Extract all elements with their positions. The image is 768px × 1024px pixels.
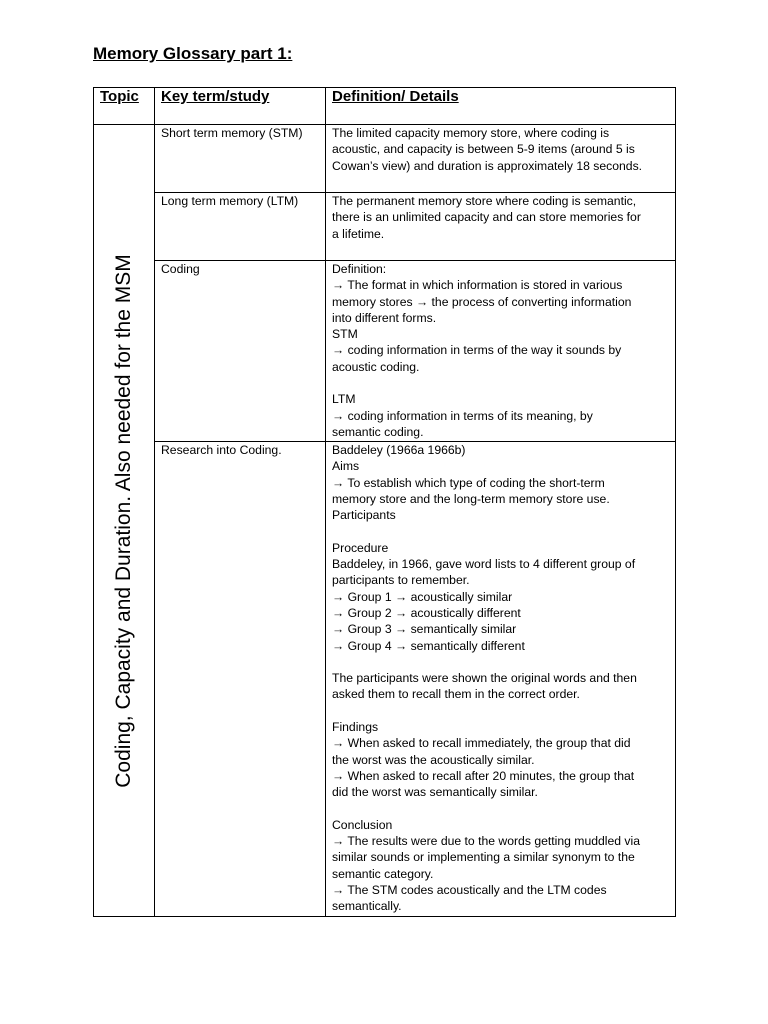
definition-line: participants to remember. bbox=[332, 573, 470, 588]
definition-line: → Group 2 → acoustically different bbox=[332, 605, 521, 620]
blank-line bbox=[332, 654, 669, 670]
definition-stm bbox=[326, 125, 676, 193]
definition-line: Cowan’s view) and duration is approximately 18 seconds. bbox=[332, 158, 643, 173]
definition-line: Aims bbox=[332, 459, 360, 474]
definition-line: semantically. bbox=[332, 899, 402, 914]
definition-line: memory store and the long-term memory store use. bbox=[332, 491, 610, 506]
definition-line: → To establish which type of coding the short-term bbox=[332, 475, 605, 490]
topic-cell bbox=[94, 125, 155, 917]
header-topic: Topic bbox=[94, 88, 155, 125]
definition-line: → The STM codes acoustically and the LTM codes bbox=[332, 883, 607, 898]
definition-line: → The results were due to the words getting muddled via bbox=[332, 834, 641, 849]
table-row bbox=[94, 261, 676, 442]
definition-line: → Group 4 → semantically different bbox=[332, 638, 525, 653]
key-term-ltm: Long term memory (LTM) bbox=[155, 193, 326, 261]
definition-line: STM bbox=[332, 327, 358, 342]
definition-ltm bbox=[326, 193, 676, 261]
glossary-table bbox=[93, 87, 676, 917]
definition-line: asked them to recall them in the correct order. bbox=[332, 687, 580, 702]
definition-research-coding bbox=[326, 442, 676, 917]
key-term-coding: Coding bbox=[155, 261, 326, 442]
blank-line bbox=[332, 801, 669, 817]
definition-line: The permanent memory store where coding is semantic, bbox=[332, 194, 637, 208]
header-definition: Definition/ Details bbox=[326, 88, 676, 125]
table-row bbox=[94, 193, 676, 261]
blank-line bbox=[332, 375, 669, 391]
definition-line: → When asked to recall after 20 minutes, the group that bbox=[332, 768, 635, 783]
definition-line: acoustic, and capacity is between 5-9 items (around 5 is bbox=[332, 142, 635, 157]
definition-line: semantic coding. bbox=[332, 424, 424, 439]
table-row bbox=[94, 125, 676, 193]
definition-line: Definition: bbox=[332, 262, 387, 276]
definition-line: a lifetime. bbox=[332, 226, 385, 241]
blank-line bbox=[332, 523, 669, 539]
definition-line: LTM bbox=[332, 392, 356, 407]
key-term-research-coding: Research into Coding. bbox=[155, 442, 326, 917]
table-row bbox=[94, 442, 676, 917]
definition-line: did the worst was semantically similar. bbox=[332, 785, 538, 800]
definition-line: The limited capacity memory store, where coding is bbox=[332, 126, 610, 140]
definition-line: → When asked to recall immediately, the group that did bbox=[332, 736, 631, 751]
definition-coding bbox=[326, 261, 676, 442]
definition-line: Procedure bbox=[332, 540, 389, 555]
blank-line bbox=[332, 703, 669, 719]
topic-label: Coding, Capacity and Duration. Also needed for the MSM bbox=[112, 253, 135, 788]
definition-line: Participants bbox=[332, 508, 396, 523]
definition-line: → coding information in terms of its meaning, by bbox=[332, 408, 593, 423]
definition-line: acoustic coding. bbox=[332, 359, 420, 374]
header-row bbox=[94, 88, 676, 125]
definition-line: Baddeley (1966a 1966b) bbox=[332, 443, 466, 457]
definition-line: → The format in which information is stored in various bbox=[332, 278, 623, 293]
definition-line: → coding information in terms of the way it sounds by bbox=[332, 343, 622, 358]
definition-line: Conclusion bbox=[332, 817, 393, 832]
key-term-stm: Short term memory (STM) bbox=[155, 125, 326, 193]
page-title: Memory Glossary part 1: bbox=[93, 44, 293, 63]
definition-line: → Group 3 → semantically similar bbox=[332, 622, 517, 637]
definition-line: semantic category. bbox=[332, 866, 434, 881]
definition-line: Findings bbox=[332, 720, 379, 735]
definition-line: similar sounds or implementing a similar synonym to the bbox=[332, 850, 635, 865]
definition-line: → Group 1 → acoustically similar bbox=[332, 589, 513, 604]
definition-line: The participants were shown the original words and then bbox=[332, 671, 637, 686]
definition-line: the worst was the acoustically similar. bbox=[332, 752, 535, 767]
definition-line: into different forms. bbox=[332, 310, 437, 325]
definition-line: memory stores → the process of converting information bbox=[332, 294, 632, 309]
header-key-term: Key term/study bbox=[155, 88, 326, 125]
definition-line: Baddeley, in 1966, gave word lists to 4 different group of bbox=[332, 557, 636, 572]
definition-line: there is an unlimited capacity and can store memories for bbox=[332, 210, 641, 225]
